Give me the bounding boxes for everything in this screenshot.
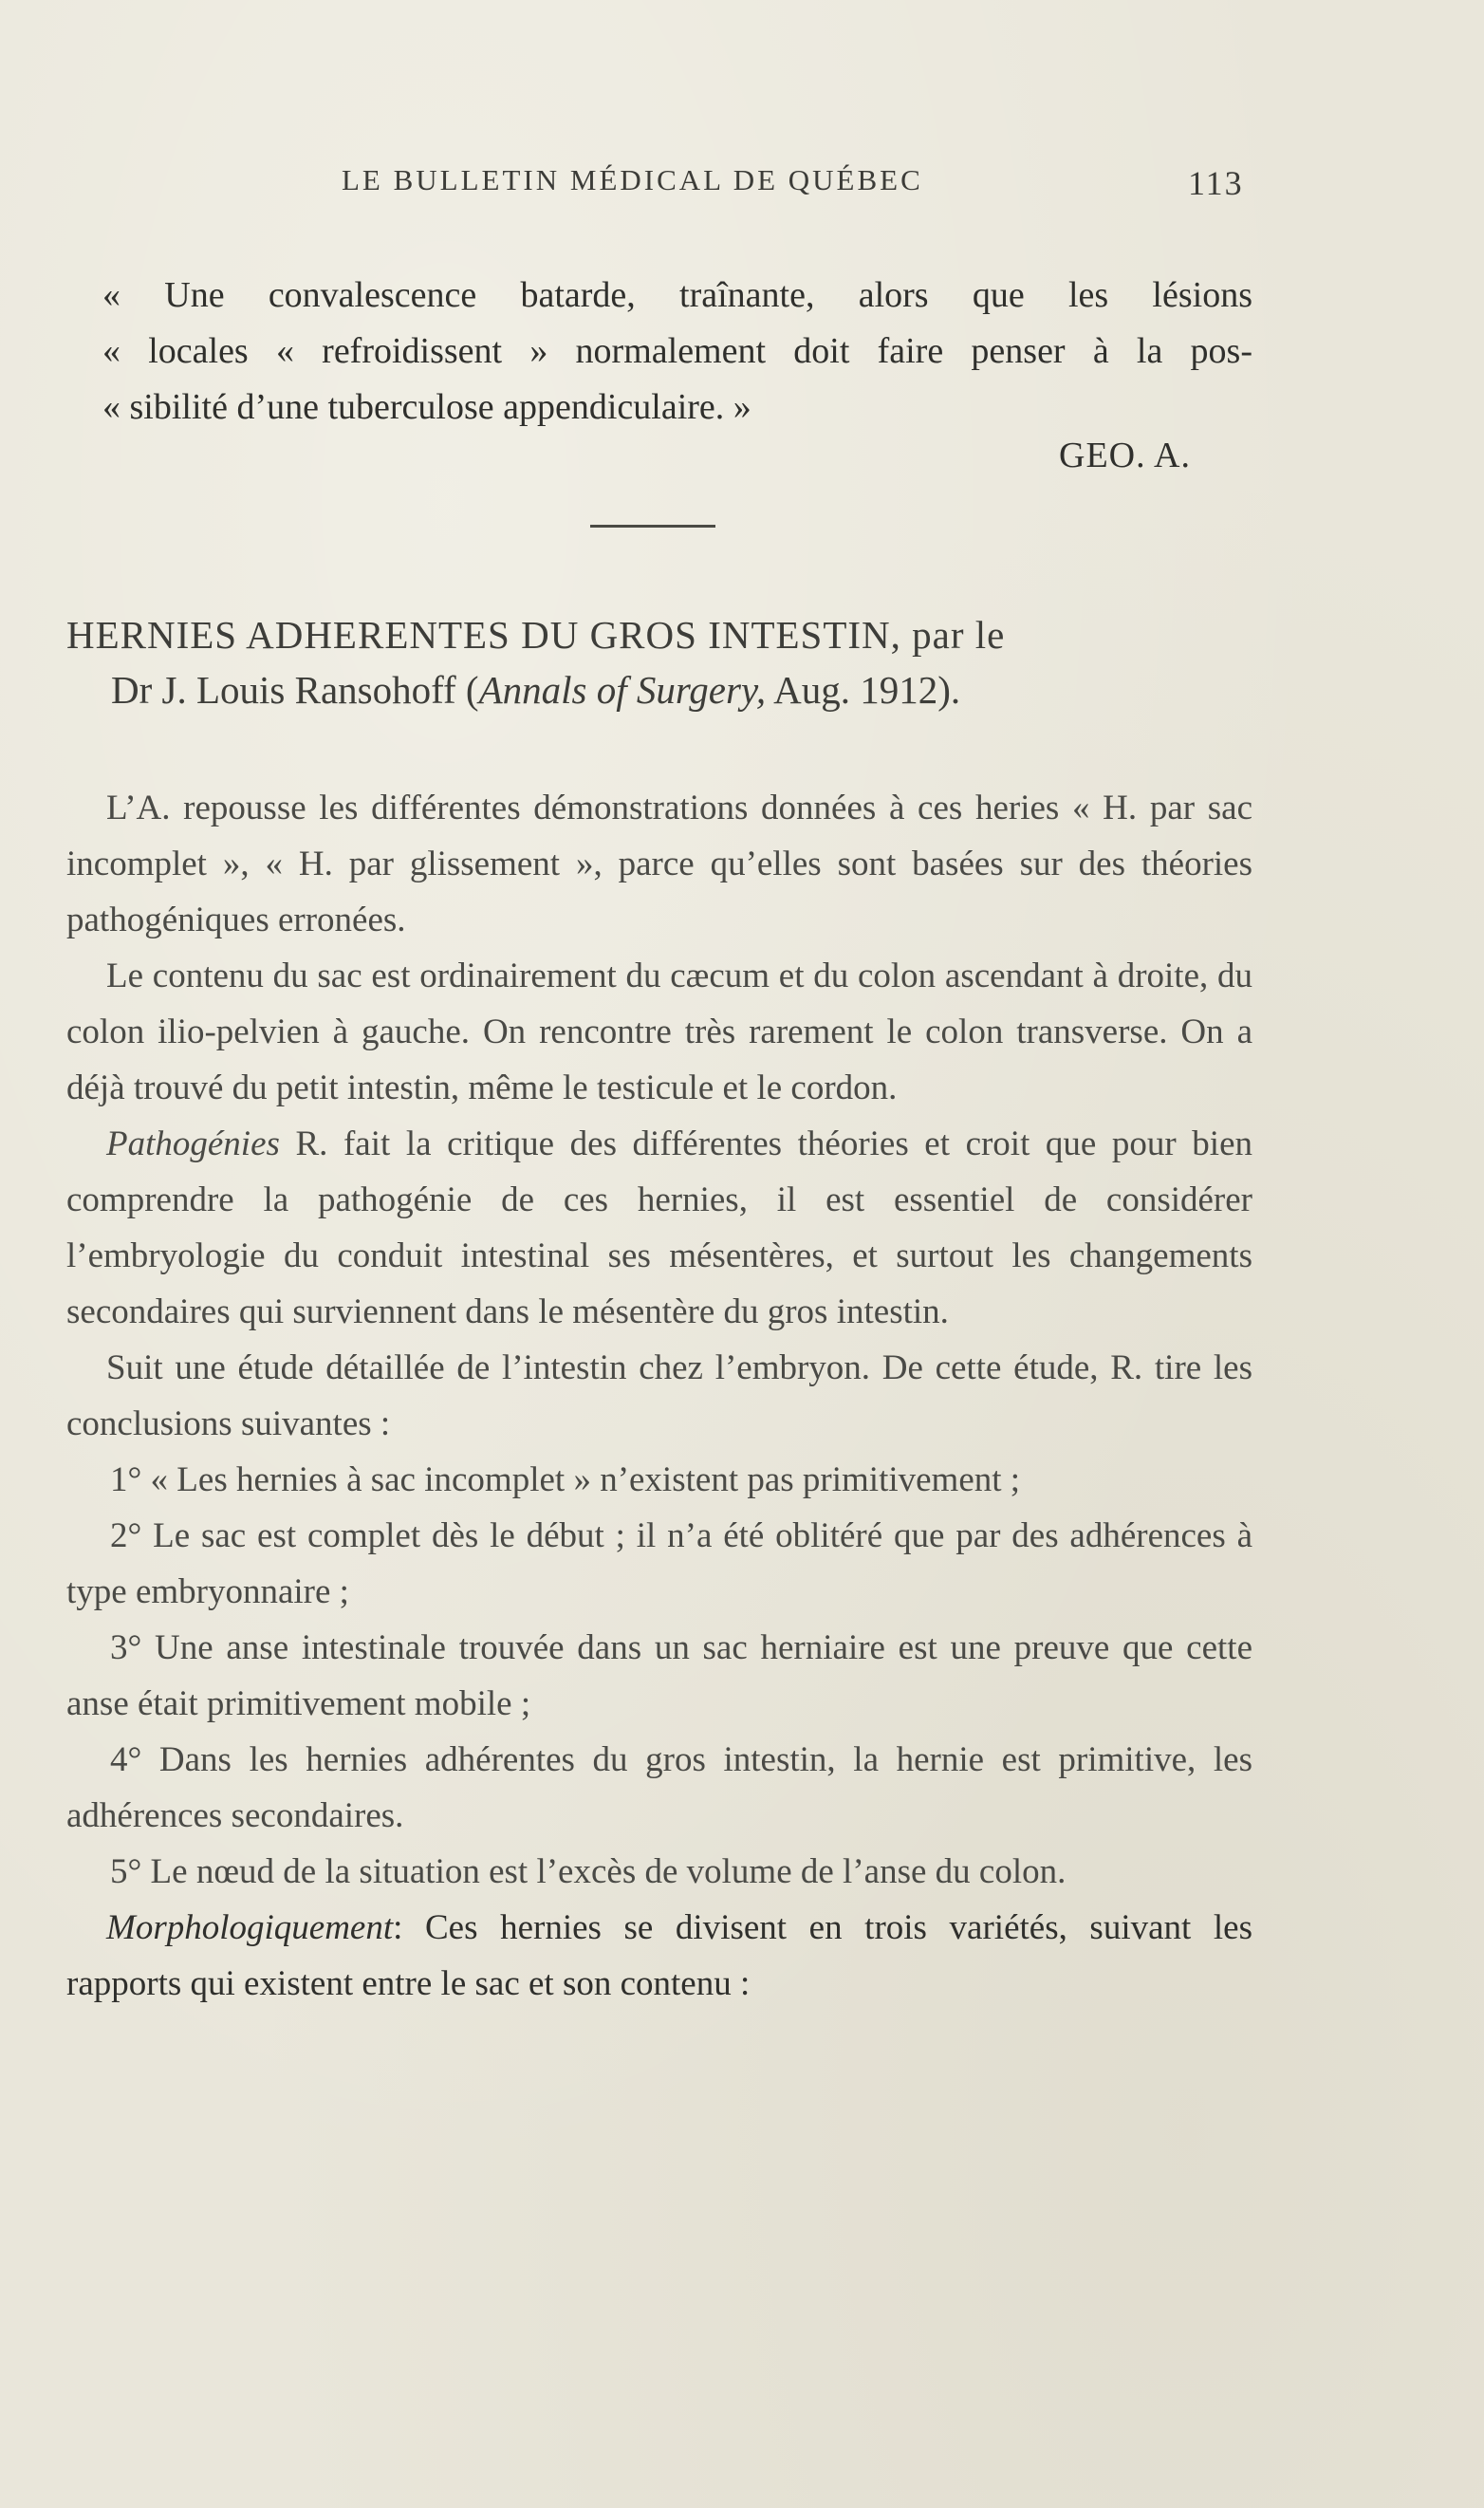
running-header: LE BULLETIN MÉDICAL DE QUÉBEC [342, 163, 923, 196]
conclusion-item: 5° Le nœud de la situation est l’excès de volume de l’anse du colon. [110, 1852, 1067, 1891]
conclusion-item: 2° Le sac est complet dès le début ; il n’a été oblitéré que par des adhérences à type embryonnaire ; [66, 1516, 1252, 1611]
paragraph-text: : Ces hernies se divisent en trois variétés, suivant les rapports qui existent entre le sac et son contenu : [66, 1908, 1252, 2003]
conclusion-item: 1° « Les hernies à sac incomplet » n’existent pas primitivement ; [110, 1460, 1021, 1499]
paragraph-text: R. fait la critique des différentes théories et croit que pour bien comprendre la pathogénie de ces hernies, il est essentiel de considérer l’embryologie du conduit intestinal ses mésentères, et surtout les changements secondaires qui surviennent dans le mésentère du gros intestin. [66, 1124, 1252, 1331]
quote-line: « locales « refroidissent » normalement doit faire penser à la pos- [102, 331, 1252, 371]
citation-date: Aug. 1912). [766, 668, 961, 712]
page-number: 113 [1188, 164, 1244, 202]
conclusion-item: 4° Dans les hernies adhérentes du gros intestin, la hernie est primitive, les adhérences secondaires. [66, 1740, 1252, 1835]
citation-author: Dr J. Louis Ransohoff ( [111, 668, 479, 712]
article-body [66, 780, 1252, 2012]
paragraph: Le contenu du sac est ordinairement du cæcum et du colon ascendant à droite, du colon ilio-pelvien à gauche. On rencontre très rarement le colon transverse. On a déjà trouvé du petit intestin, même le testicule et le cordon. [66, 957, 1252, 1107]
citation-journal: Annals of Surgery, [478, 668, 767, 712]
article-title: HERNIES ADHERENTES DU GROS INTESTIN, par le [66, 613, 1006, 657]
paragraph [66, 1116, 1252, 1340]
paragraph-lead: Pathogénies [106, 1124, 280, 1163]
paragraph [66, 1900, 1252, 2012]
quote-line: « Une convalescence batarde, traînante, alors que les lésions [102, 275, 1252, 315]
paragraph: L’A. repousse les différentes démonstrations données à ces heries « H. par sac incomplet », « H. par glissement », parce qu’elles sont basées sur des théories pathogéniques erronées. [66, 789, 1252, 939]
author-signature: GEO. A. [1059, 436, 1191, 475]
conclusion-item: 3° Une anse intestinale trouvée dans un sac herniaire est une preuve que cette anse était primitivement mobile ; [66, 1628, 1252, 1723]
article-heading [66, 607, 1252, 717]
paragraph: Suit une étude détaillée de l’intestin chez l’embryon. De cette étude, R. tire les conclusions suivantes : [66, 1348, 1252, 1443]
paragraph-lead: Morphologiquement [106, 1908, 394, 1947]
article-citation [66, 662, 1252, 717]
section-divider [590, 525, 715, 528]
quotation-block [102, 268, 1252, 436]
quote-line: « sibilité d’une tuberculose appendiculaire. » [102, 387, 751, 427]
